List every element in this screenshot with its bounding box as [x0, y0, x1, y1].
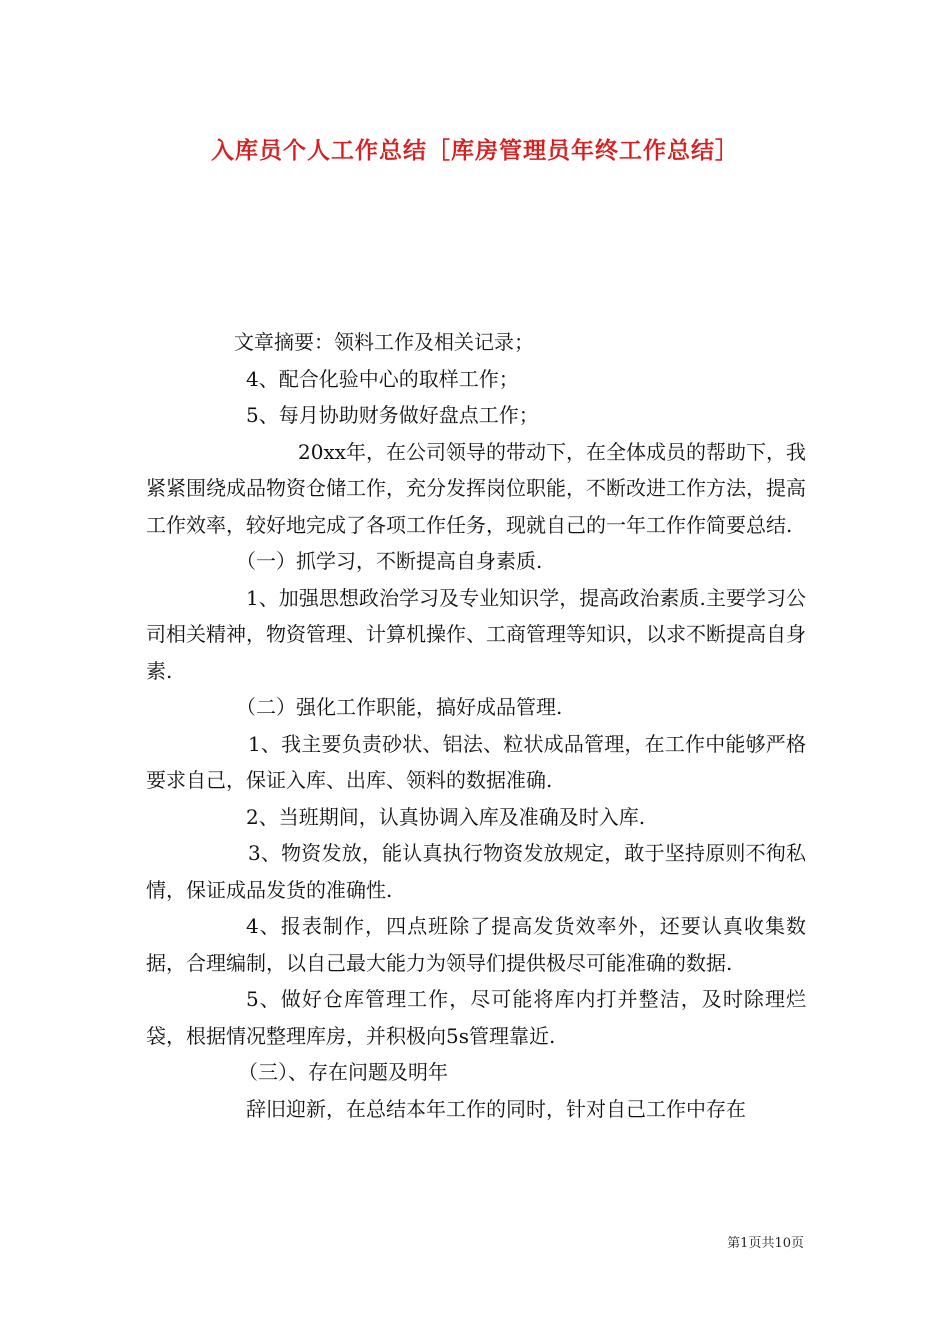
page-number: 第1页共10页 — [727, 1236, 804, 1251]
paragraph: 2、当班期间，认真协调入库及准确及时入库. — [246, 804, 646, 829]
paragraph: 20xx年，在公司领导的带动下，在全体成员的帮助下，我紧紧围绕成品物资仓储工作，充分发挥岗位职能，不断改进工作方法，提高工作效率，较好地完成了各项工作任务，现就自己的一年工作作简要总结. — [146, 439, 807, 537]
paragraph: （一）抓学习，不断提高自身素质. — [236, 549, 543, 573]
document-body — [146, 324, 806, 1127]
paragraph: 1、加强思想政治学习及专业知识学，提高政治素质.主要学习公司相关精神，物资管理、计算机操作、工商管理等知识，以求不断提高自身素. — [146, 585, 806, 683]
paragraph: 4、配合化验中心的取样工作； — [246, 366, 519, 391]
paragraph: 1、我主要负责砂状、铝法、粒状成品管理，在工作中能够严格要求自己，保证入库、出库、领料的数据准确. — [146, 731, 806, 792]
paragraph: 5、每月协助财务做好盘点工作； — [246, 403, 539, 427]
paragraph: （三）、存在问题及明年 — [238, 1060, 448, 1084]
paragraph: 文章摘要：领料工作及相关记录； — [234, 330, 534, 354]
document-title: 入库员个人工作总结［库房管理员年终工作总结］ — [211, 137, 739, 164]
paragraph: 辞旧迎新，在总结本年工作的同时，针对自己工作中存在 — [246, 1096, 746, 1121]
paragraph: 3、物资发放，能认真执行物资发放规定，敢于坚持原则不徇私情，保证成品发货的准确性. — [146, 841, 806, 902]
paragraph: 4、报表制作，四点班除了提高发货效率外，还要认真收集数据，合理编制，以自己最大能力为领导们提供极尽可能准确的数据. — [146, 914, 806, 975]
paragraph: （二）强化工作职能，搞好成品管理. — [236, 695, 563, 719]
paragraph: 5、做好仓库管理工作，尽可能将库内打并整洁，及时除理烂袋，根据情况整理库房，并积极向5s管理靠近. — [146, 987, 806, 1048]
